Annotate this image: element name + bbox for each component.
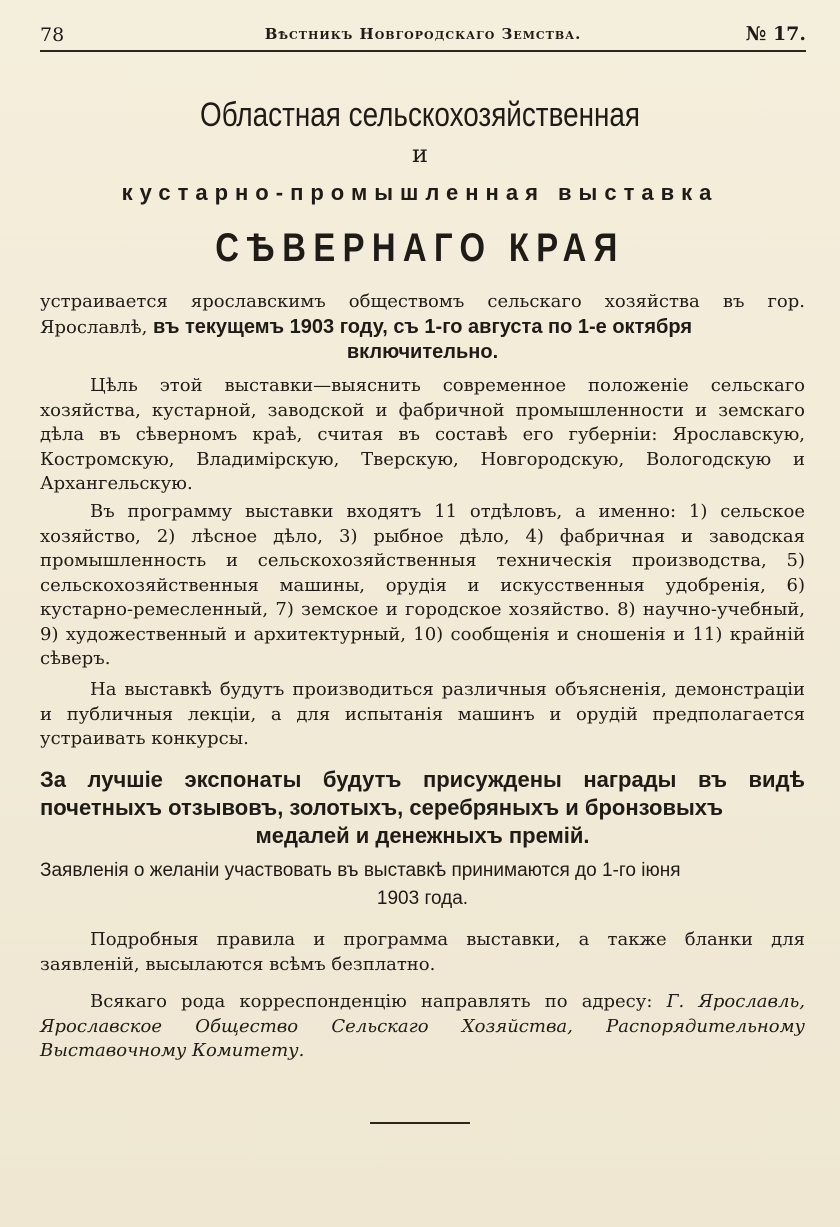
address-paragraph <box>40 990 805 1064</box>
intro-text: устраивается ярославскимъ обществомъ сельскаго хозяйства въ гор. Ярославлѣ, <box>40 291 805 338</box>
applications-paragraph <box>40 857 805 913</box>
awards-paragraph <box>40 766 805 850</box>
applications-text-end: 1903 года. <box>376 888 469 909</box>
awards-text-end: медалей и денежныхъ премій. <box>255 823 590 848</box>
running-header <box>40 20 806 52</box>
program-paragraph: Въ программу выставки входятъ 11 отдѣловъ, а именно: 1) сельское хозяйство, 2) лѣсное дѣло, 3) рыбное дѣло, 4) фабричная и заводская промышленность и сельскохозяйственныя техническія производства, 5) сельскохозяйственныя машины, орудія и искусственныя удобренія, 6) кустарно-ремесленный, 7) земское и городское хозяйство. 8) научно-учебный, 9) художественный и архитектурный, 10) сообщенія и сношенія и 11) крайній сѣверъ. <box>40 501 805 669</box>
intro-dates: въ текущемъ 1903 году, съ 1-го августа по 1-е октября <box>153 315 692 338</box>
title-line-4: СѢВЕРНАГО КРАЯ <box>215 226 625 270</box>
issue-number: № 17. <box>745 23 806 45</box>
journal-title: Вѣстникъ Новгородскаго Земства. <box>264 25 582 43</box>
awards-text: За лучшіе экспонаты будутъ присуждены награды въ видѣ почетныхъ отзывовъ, золотыхъ, серебряныхъ и бронзовыхъ <box>40 767 805 820</box>
rules-paragraph: Подробныя правила и программа выставки, а также бланки для заявленій, высылаются всѣмъ безплатно. <box>40 929 805 975</box>
title-line-2: и <box>412 140 428 168</box>
address-text: Всякаго рода корреспонденцію направлять по адресу: <box>90 991 653 1012</box>
page-number: 78 <box>40 24 65 46</box>
title-line-3: кустарно-промышленная выставка <box>121 180 719 205</box>
purpose-paragraph: Цѣль этой выставки—выяснить современное положенiе сельскаго хозяйства, кустарной, заводской и фабричной промышленности и земскаго дѣла въ сѣверномъ краѣ, считая въ составѣ его губерніи: Ярославскую, Костромскую, Владимірскую, Тверскую, Новгородскую, Вологодскую и Архангельскую. <box>40 375 805 494</box>
lectures-paragraph: На выставкѣ будутъ производиться различныя объясненія, демонстраціи и публичныя лекціи, а для испытанія машинъ и орудій предполагается устраивать конкурсы. <box>40 679 805 749</box>
address-details: Г. Ярославль, Ярославское Общество Сельскаго Хозяйства, Распорядительному Выставочному Комитету. <box>40 991 805 1061</box>
intro-dates-end: включительно. <box>346 341 499 363</box>
closing-rule <box>370 1122 470 1124</box>
applications-text: Заявленія о желаніи участвовать въ выставкѣ принимаются до 1-го іюня <box>40 860 681 881</box>
intro-paragraph <box>40 290 805 365</box>
title-line-1: Областная сельскохозяйственная <box>200 96 640 134</box>
